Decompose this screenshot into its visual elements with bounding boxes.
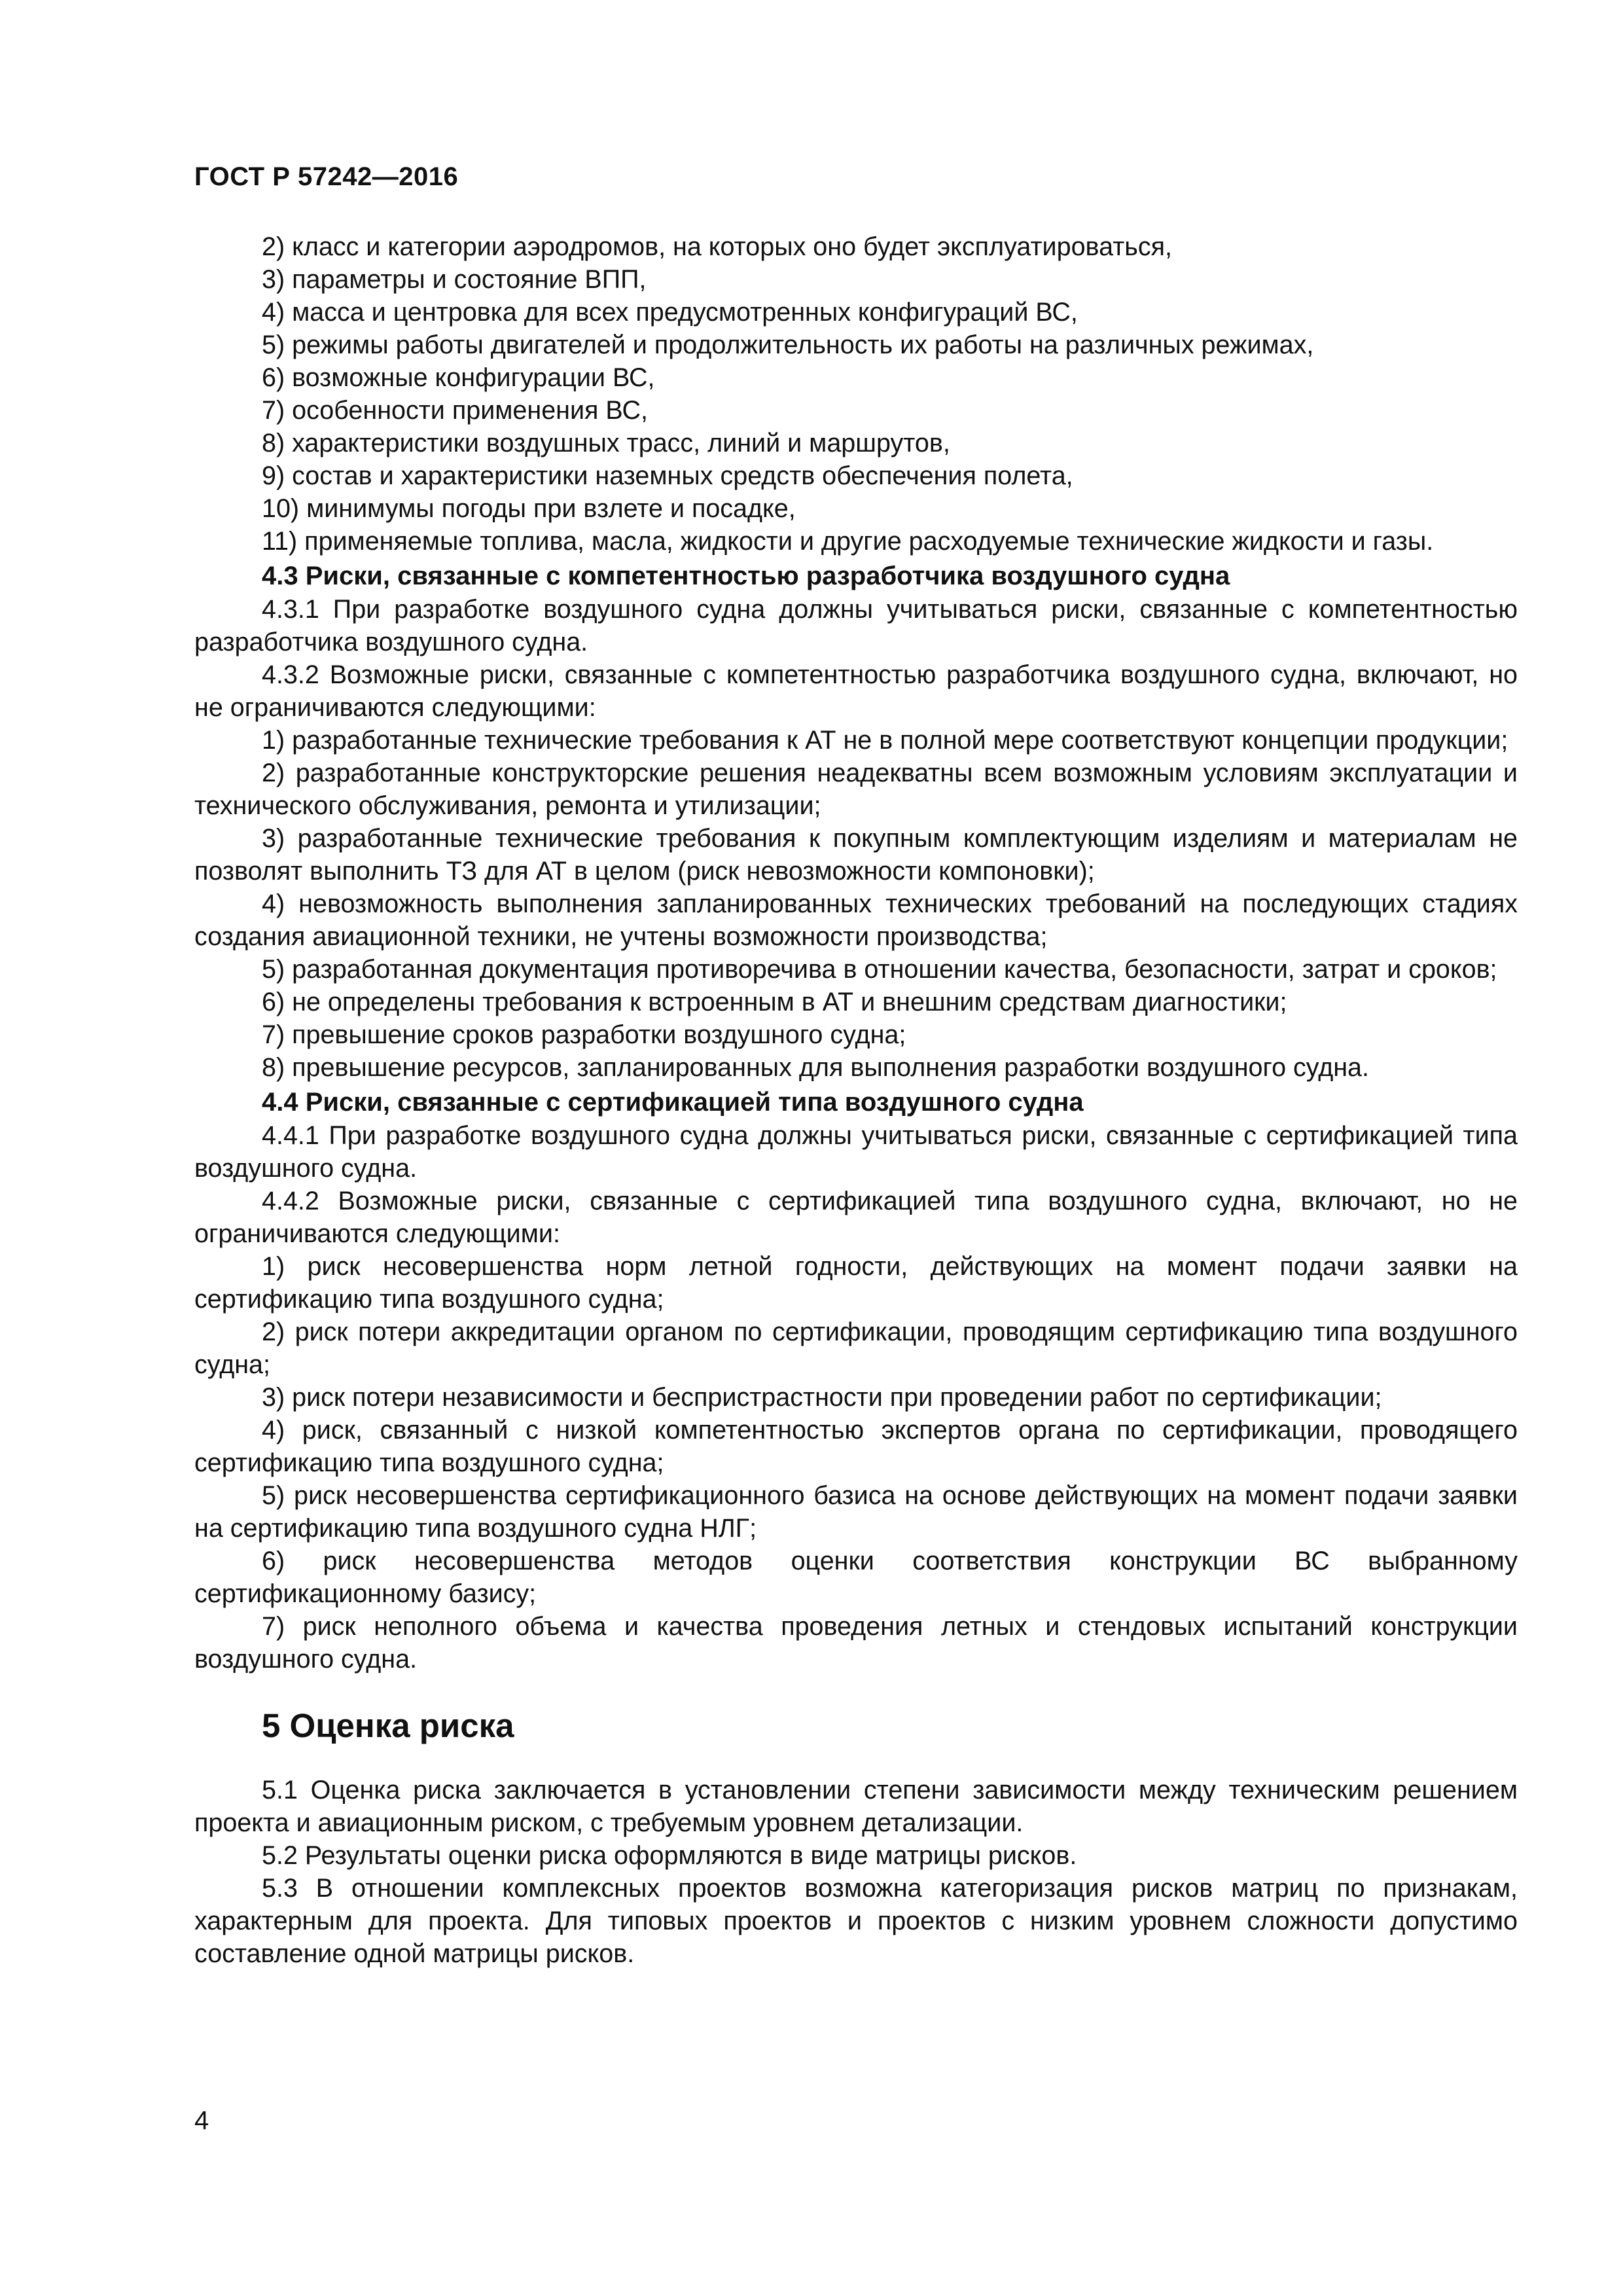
paragraph-4-4-2: 4.4.2 Возможные риски, связанные с сертификацией типа воздушного судна, включают, но не ограничиваются следующими: xyxy=(194,1187,1518,1248)
paragraph-5-2: 5.2 Результаты оценки риска оформляются в виде матрицы рисков. xyxy=(262,1841,1077,1870)
document-body xyxy=(194,230,1518,1970)
section-heading-4-4: 4.4 Риски, связанные с сертификацией типа воздушного судна xyxy=(262,1088,1084,1117)
list-item: 7) особенности применения ВС, xyxy=(262,396,648,425)
list-item: 7) превышение сроков разработки воздушного судна; xyxy=(262,1020,906,1049)
page-number: 4 xyxy=(194,2106,209,2135)
list-item: 6) риск несовершенства методов оценки соответствия конструкции ВС выбранному сертификационному базису; xyxy=(194,1547,1518,1608)
paragraph-4-3-2: 4.3.2 Возможные риски, связанные с компетентностью разработчика воздушного судна, включают, но не ограничиваются следующими: xyxy=(194,660,1518,722)
list-item: 4) риск, связанный с низкой компетентностью экспертов органа по сертификации, проводящего сертификацию типа воздушного судна; xyxy=(194,1416,1518,1477)
paragraph-5-1: 5.1 Оценка риска заключается в установлении степени зависимости между техническим решением проекта и авиационным риском, с требуемым уровнем детализации. xyxy=(194,1776,1518,1837)
paragraph-4-4-1: 4.4.1 При разработке воздушного судна должны учитываться риски, связанные с сертификацией типа воздушного судна. xyxy=(194,1121,1518,1183)
list-item: 3) разработанные технические требования к покупным комплектующим изделиям и материалам не позволят выполнить ТЗ для АТ в целом (риск невозможности компоновки); xyxy=(194,824,1518,886)
list-item: 1) риск несовершенства норм летной годности, действующих на момент подачи заявки на сертификацию типа воздушного судна; xyxy=(194,1252,1518,1314)
list-item: 5) разработанная документация противоречива в отношении качества, безопасности, затрат и сроков; xyxy=(262,955,1497,984)
list-item: 1) разработанные технические требования к АТ не в полной мере соответствуют концепции продукции; xyxy=(262,726,1508,755)
list-item: 6) возможные конфигурации ВС, xyxy=(262,363,655,392)
section-heading-5: 5 Оценка риска xyxy=(262,1707,514,1744)
list-item: 7) риск неполного объема и качества проведения летных и стендовых испытаний конструкции воздушного судна. xyxy=(194,1612,1518,1674)
list-item: 5) режимы работы двигателей и продолжительность их работы на различных режимах, xyxy=(262,331,1314,359)
list-item: 11) применяемые топлива, масла, жидкости и другие расходуемые технические жидкости и газы. xyxy=(262,527,1434,556)
paragraph-5-3: 5.3 В отношении комплексных проектов возможна категоризация рисков матриц по признакам, характерным для проекта. Для типовых проектов и проектов с низким уровнем сложности допустимо составление одной матрицы рисков. xyxy=(194,1874,1518,1968)
list-item: 4) масса и центровка для всех предусмотренных конфигураций ВС, xyxy=(262,298,1078,327)
paragraph-4-3-1: 4.3.1 При разработке воздушного судна должны учитываться риски, связанные с компетентностью разработчика воздушного судна. xyxy=(194,595,1518,656)
list-item: 5) риск несовершенства сертификационного базиса на основе действующих на момент подачи заявки на сертификацию типа воздушного судна НЛГ; xyxy=(194,1481,1518,1543)
list-item: 8) превышение ресурсов, запланированных для выполнения разработки воздушного судна. xyxy=(262,1053,1370,1082)
list-item: 3) параметры и состояние ВПП, xyxy=(262,265,647,294)
list-item: 3) риск потери независимости и беспристрастности при проведении работ по сертификации; xyxy=(262,1383,1382,1412)
list-item: 8) характеристики воздушных трасс, линий и маршрутов, xyxy=(262,429,950,457)
section-heading-4-3: 4.3 Риски, связанные с компетентностью разработчика воздушного судна xyxy=(262,562,1230,590)
list-item: 9) состав и характеристики наземных средств обеспечения полета, xyxy=(262,461,1073,490)
list-item: 2) класс и категории аэродромов, на которых оно будет эксплуатироваться, xyxy=(262,232,1172,261)
document-code-header: ГОСТ Р 57242—2016 xyxy=(194,162,459,191)
list-item: 2) разработанные конструкторские решения неадекватны всем возможным условиям эксплуатации и технического обслуживания, ремонта и утилизации; xyxy=(194,759,1518,820)
list-item: 2) риск потери аккредитации органом по сертификации, проводящим сертификацию типа воздушного судна; xyxy=(194,1318,1518,1379)
list-item: 10) минимумы погоды при взлете и посадке, xyxy=(262,494,796,523)
list-item: 4) невозможность выполнения запланированных технических требований на последующих стадиях создания авиационной техники, не учтены возможности производства; xyxy=(194,889,1518,951)
list-item: 6) не определены требования к встроенным в АТ и внешним средствам диагностики; xyxy=(262,988,1287,1016)
